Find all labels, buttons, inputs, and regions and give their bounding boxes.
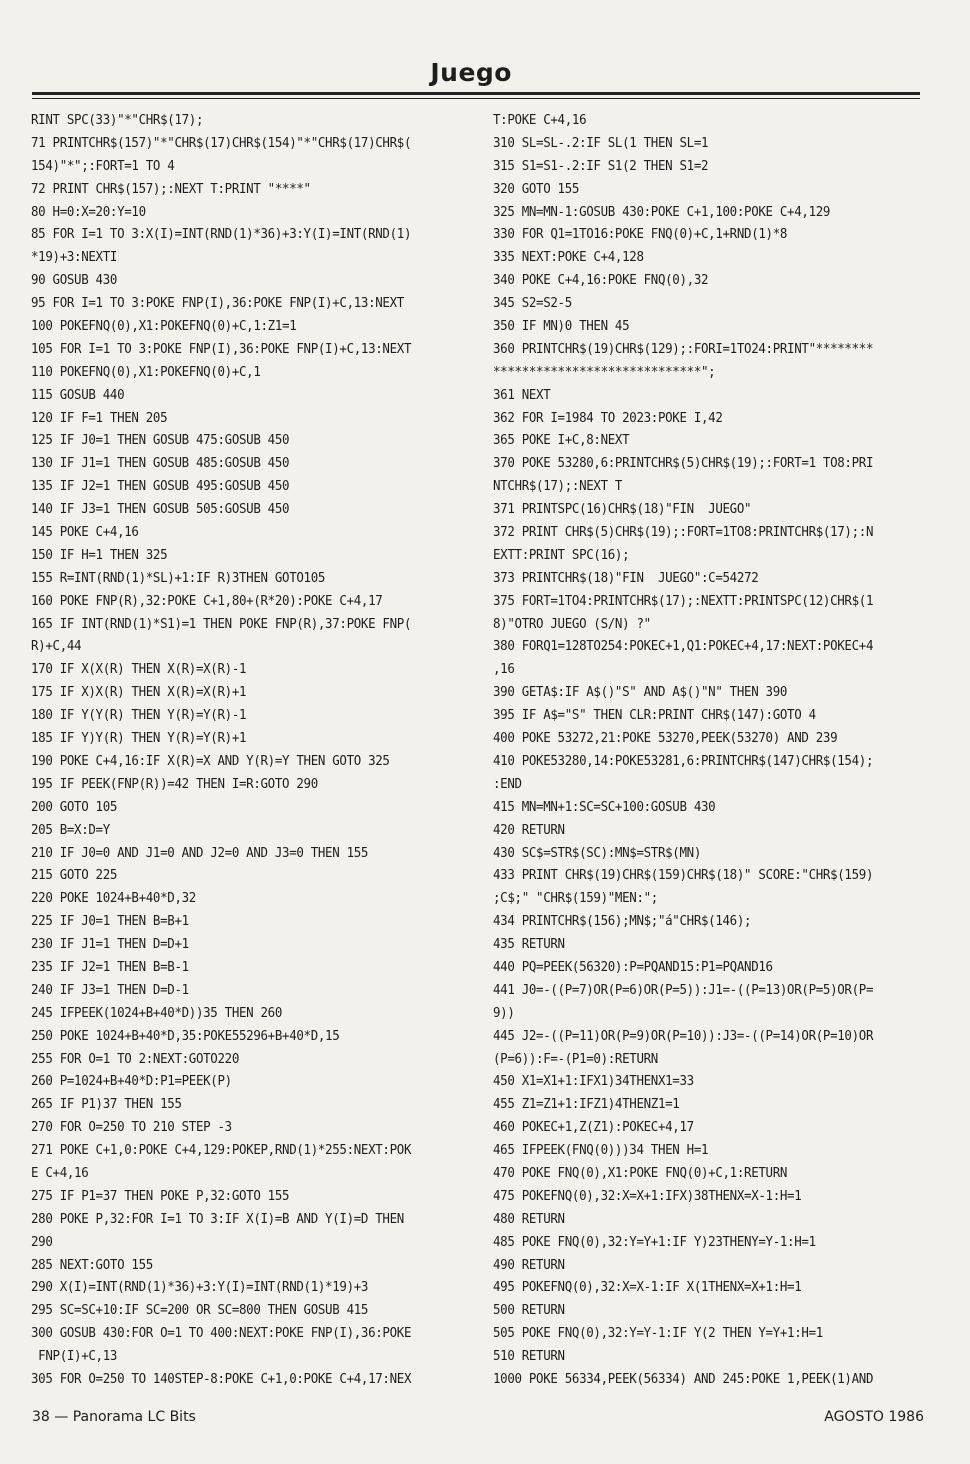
code-line: 230 IF J1=1 THEN D=D+1	[31, 937, 189, 953]
code-line: 490 RETURN	[493, 1257, 565, 1273]
code-line: 345 S2=S2-5	[493, 296, 572, 312]
code-line: 290	[31, 1234, 53, 1250]
code-line: 190 POKE C+4,16:IF X(R)=X AND Y(R)=Y THEN GOTO 325	[31, 753, 390, 769]
code-line: 100 POKEFNQ(0),X1:POKEFNQ(0)+C,1:Z1=1	[31, 319, 297, 335]
code-line: 271 POKE C+1,0:POKE C+4,129:POKEP,RND(1)*255:NEXT:POK	[31, 1143, 412, 1159]
code-line: 500 RETURN	[493, 1303, 565, 1319]
code-line: 170 IF X(X(R) THEN X(R)=X(R)-1	[31, 662, 247, 678]
code-line: 433 PRINT CHR$(19)CHR$(159)CHR$(18)" SCORE:"CHR$(159)	[493, 868, 874, 884]
code-line: 1000 POKE 56334,PEEK(56334) AND 245:POKE 1,PEEK(1)AND	[493, 1371, 874, 1387]
code-line: 155 R=INT(RND(1)*SL)+1:IF R)3THEN GOTO105	[31, 570, 326, 586]
code-line: R)+C,44	[31, 639, 82, 655]
code-line: (P=6)):F=-(P1=0):RETURN	[493, 1051, 658, 1067]
code-line: 441 J0=-((P=7)OR(P=6)OR(P=5)):J1=-((P=13)OR(P=5)OR(P=	[493, 982, 874, 998]
code-line: 285 NEXT:GOTO 155	[31, 1257, 153, 1273]
code-line: 72 PRINT CHR$(157);:NEXT T:PRINT "****"	[31, 181, 311, 197]
code-line: 90 GOSUB 430	[31, 273, 118, 289]
code-line: 95 FOR I=1 TO 3:POKE FNP(I),36:POKE FNP(I)+C,13:NEXT	[31, 296, 404, 312]
code-line: 205 B=X:D=Y	[31, 822, 110, 838]
code-line: 165 IF INT(RND(1)*S1)=1 THEN POKE FNP(R),37:POKE FNP(	[31, 616, 412, 632]
code-line: 375 FORT=1TO4:PRINTCHR$(17);:NEXTT:PRINTSPC(12)CHR$(1	[493, 593, 874, 609]
code-line: 465 IFPEEK(FNQ(0)))34 THEN H=1	[493, 1143, 709, 1159]
code-line: RINT SPC(33)"*"CHR$(17);	[31, 113, 204, 128]
code-line: 380 FORQ1=128TO254:POKEC+1,Q1:POKEC+4,17:NEXT:POKEC+4	[493, 639, 874, 655]
code-line: 325 MN=MN-1:GOSUB 430:POKE C+1,100:POKE C+4,129	[493, 204, 831, 220]
code-line: 371 PRINTSPC(16)CHR$(18)"FIN JUEGO"	[493, 502, 752, 518]
code-line: 8)"OTRO JUEGO (S/N) ?"	[493, 616, 651, 632]
header-rule-thick	[32, 92, 920, 95]
code-line: 340 POKE C+4,16:POKE FNQ(0),32	[493, 273, 709, 289]
code-line: 125 IF J0=1 THEN GOSUB 475:GOSUB 450	[31, 433, 290, 449]
code-line: 260 P=1024+B+40*D:P1=PEEK(P)	[31, 1074, 232, 1090]
listing-left-column	[31, 110, 468, 1392]
code-line: 270 FOR O=250 TO 210 STEP -3	[31, 1120, 232, 1136]
code-line: 250 POKE 1024+B+40*D,35:POKE55296+B+40*D,15	[31, 1028, 340, 1044]
code-line: 210 IF J0=0 AND J1=0 AND J2=0 AND J3=0 THEN 155	[31, 845, 369, 861]
code-line: 455 Z1=Z1+1:IFZ1)4THENZ1=1	[493, 1097, 680, 1113]
code-line: 255 FOR O=1 TO 2:NEXT:GOTO220	[31, 1051, 240, 1067]
code-line: 445 J2=-((P=11)OR(P=9)OR(P=10)):J3=-((P=14)OR(P=10)OR	[493, 1028, 874, 1044]
code-line: 160 POKE FNP(R),32:POKE C+1,80+(R*20):POKE C+4,17	[31, 593, 383, 609]
code-line: 362 FOR I=1984 TO 2023:POKE I,42	[493, 410, 723, 426]
code-line: :END	[493, 776, 522, 792]
page-footer-right: AGOSTO 1986	[824, 1409, 924, 1425]
code-line: 370 POKE 53280,6:PRINTCHR$(5)CHR$(19);:FORT=1 TO8:PRI	[493, 456, 874, 472]
listing-right-column	[493, 110, 930, 1392]
code-line: 485 POKE FNQ(0),32:Y=Y+1:IF Y)23THENY=Y-1:H=1	[493, 1234, 816, 1250]
code-line: 495 POKEFNQ(0),32:X=X-1:IF X(1THENX=X+1:H=1	[493, 1280, 802, 1296]
code-line: 320 GOTO 155	[493, 181, 580, 197]
code-line: 245 IFPEEK(1024+B+40*D))35 THEN 260	[31, 1005, 283, 1021]
code-line: 440 PQ=PEEK(56320):P=PQAND15:P1=PQAND16	[493, 959, 773, 975]
code-line: 315 S1=S1-.2:IF S1(2 THEN S1=2	[493, 158, 709, 174]
code-line: 480 RETURN	[493, 1211, 565, 1227]
code-line: *****************************";	[493, 364, 716, 380]
code-line: 434 PRINTCHR$(156);MN$;"á"CHR$(146);	[493, 914, 752, 930]
code-line: 420 RETURN	[493, 822, 565, 838]
code-line: 71 PRINTCHR$(157)"*"CHR$(17)CHR$(154)"*"CHR$(17)CHR$(	[31, 135, 412, 151]
code-line: 305 FOR O=250 TO 140STEP-8:POKE C+1,0:POKE C+4,17:NEX	[31, 1371, 412, 1387]
code-line: 510 RETURN	[493, 1349, 565, 1365]
code-line: 130 IF J1=1 THEN GOSUB 485:GOSUB 450	[31, 456, 290, 472]
code-line: ,16	[493, 662, 515, 678]
code-line: 450 X1=X1+1:IFX1)34THENX1=33	[493, 1074, 694, 1090]
code-line: 135 IF J2=1 THEN GOSUB 495:GOSUB 450	[31, 479, 290, 495]
code-line: 140 IF J3=1 THEN GOSUB 505:GOSUB 450	[31, 502, 290, 518]
code-line: 120 IF F=1 THEN 205	[31, 410, 168, 426]
code-line: 154)"*";:FORT=1 TO 4	[31, 158, 175, 174]
code-line: 275 IF P1=37 THEN POKE P,32:GOTO 155	[31, 1188, 290, 1204]
code-line: 280 POKE P,32:FOR I=1 TO 3:IF X(I)=B AND Y(I)=D THEN	[31, 1211, 404, 1227]
code-line: EXTT:PRINT SPC(16);	[493, 547, 630, 563]
code-line: 225 IF J0=1 THEN B=B+1	[31, 914, 189, 930]
code-line: 335 NEXT:POKE C+4,128	[493, 250, 644, 266]
code-line: 475 POKEFNQ(0),32:X=X+1:IFX)38THENX=X-1:H=1	[493, 1188, 802, 1204]
page-footer-left: 38 — Panorama LC Bits	[32, 1409, 196, 1425]
code-line: 410 POKE53280,14:POKE53281,6:PRINTCHR$(147)CHR$(154);	[493, 753, 874, 769]
code-line: 295 SC=SC+10:IF SC=200 OR SC=800 THEN GOSUB 415	[31, 1303, 369, 1319]
code-line: 105 FOR I=1 TO 3:POKE FNP(I),36:POKE FNP(I)+C,13:NEXT	[31, 341, 412, 357]
code-line: 360 PRINTCHR$(19)CHR$(129);:FORI=1TO24:PRINT"********	[493, 341, 874, 357]
code-line: 390 GETA$:IF A$()"S" AND A$()"N" THEN 390	[493, 685, 788, 701]
code-line: 415 MN=MN+1:SC=SC+100:GOSUB 430	[493, 799, 716, 815]
code-line: 400 POKE 53272,21:POKE 53270,PEEK(53270) AND 239	[493, 731, 838, 747]
code-line: E C+4,16	[31, 1165, 89, 1181]
code-line: 470 POKE FNQ(0),X1:POKE FNQ(0)+C,1:RETURN	[493, 1165, 788, 1181]
code-line: 110 POKEFNQ(0),X1:POKEFNQ(0)+C,1	[31, 364, 261, 380]
code-line: 300 GOSUB 430:FOR O=1 TO 400:NEXT:POKE FNP(I),36:POKE	[31, 1326, 412, 1342]
code-line: 435 RETURN	[493, 937, 565, 953]
section-title: Juego	[430, 58, 512, 87]
code-line: 290 X(I)=INT(RND(1)*36)+3:Y(I)=INT(RND(1)*19)+3	[31, 1280, 369, 1296]
code-line: 365 POKE I+C,8:NEXT	[493, 433, 630, 449]
code-line: 215 GOTO 225	[31, 868, 118, 884]
code-line: 235 IF J2=1 THEN B=B-1	[31, 959, 189, 975]
code-line: NTCHR$(17);:NEXT T	[493, 479, 623, 495]
code-line: 175 IF X)X(R) THEN X(R)=X(R)+1	[31, 685, 247, 701]
code-line: 185 IF Y)Y(R) THEN Y(R)=Y(R)+1	[31, 731, 247, 747]
code-line: 373 PRINTCHR$(18)"FIN JUEGO":C=54272	[493, 570, 759, 586]
code-line: 80 H=0:X=20:Y=10	[31, 204, 146, 220]
code-line: 9))	[493, 1005, 515, 1021]
code-line: 350 IF MN)0 THEN 45	[493, 319, 630, 335]
code-line: 460 POKEC+1,Z(Z1):POKEC+4,17	[493, 1120, 694, 1136]
code-line: 395 IF A$="S" THEN CLR:PRINT CHR$(147):GOTO 4	[493, 708, 816, 724]
code-line: 361 NEXT	[493, 387, 551, 403]
code-line: 220 POKE 1024+B+40*D,32	[31, 891, 196, 907]
code-line: *19)+3:NEXTI	[31, 250, 118, 266]
code-line: 372 PRINT CHR$(5)CHR$(19);:FORT=1TO8:PRINTCHR$(17);:N	[493, 525, 874, 541]
code-line: 195 IF PEEK(FNP(R))=42 THEN I=R:GOTO 290	[31, 776, 318, 792]
code-line: 200 GOTO 105	[31, 799, 118, 815]
code-line: 115 GOSUB 440	[31, 387, 125, 403]
code-line: 330 FOR Q1=1TO16:POKE FNQ(0)+C,1+RND(1)*8	[493, 227, 788, 243]
code-line: 180 IF Y(Y(R) THEN Y(R)=Y(R)-1	[31, 708, 247, 724]
code-line: 505 POKE FNQ(0),32:Y=Y-1:IF Y(2 THEN Y=Y+1:H=1	[493, 1326, 823, 1342]
code-line: ;C$;" "CHR$(159)"MEN:";	[493, 891, 658, 907]
code-line: 310 SL=SL-.2:IF SL(1 THEN SL=1	[493, 135, 709, 151]
code-line: FNP(I)+C,13	[31, 1349, 118, 1365]
header-rule-thin	[32, 98, 920, 99]
code-line: 150 IF H=1 THEN 325	[31, 547, 168, 563]
code-line: T:POKE C+4,16	[493, 113, 587, 128]
code-line: 85 FOR I=1 TO 3:X(I)=INT(RND(1)*36)+3:Y(I)=INT(RND(1)	[31, 227, 412, 243]
code-line: 240 IF J3=1 THEN D=D-1	[31, 982, 189, 998]
code-line: 265 IF P1)37 THEN 155	[31, 1097, 182, 1113]
code-line: 145 POKE C+4,16	[31, 525, 139, 541]
code-line: 430 SC$=STR$(SC):MN$=STR$(MN)	[493, 845, 702, 861]
